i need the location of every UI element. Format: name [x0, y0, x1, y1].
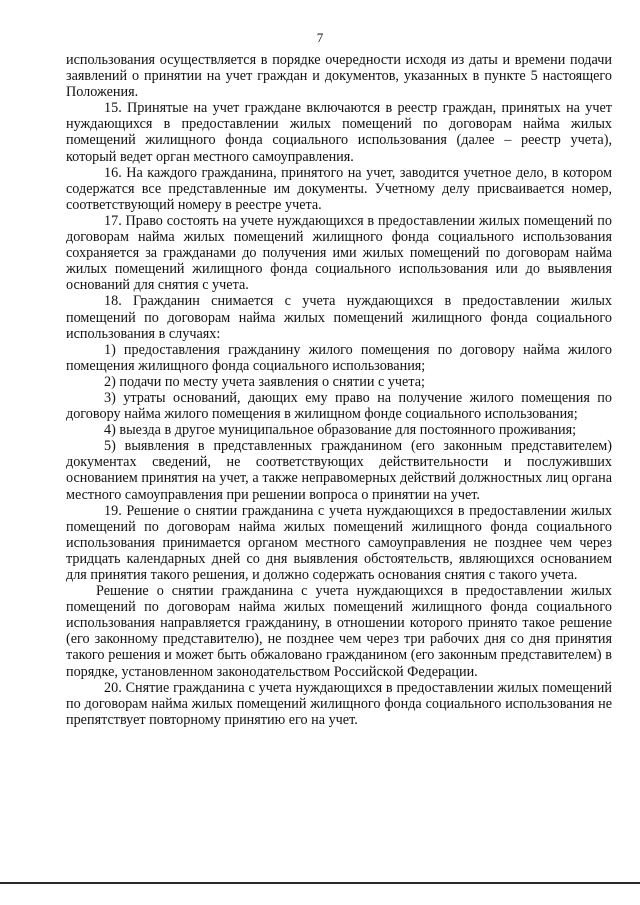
- paragraph-17: 17. Право состоять на учете нуждающихся в предоставлении жилых помещений по договорам найма жилых помещений жилищного фонда социального использования сохраняется за гражданами до получения ими жилых помещений по договорам найма жилых помещений жилищного фонда социального использования или до выявления оснований для снятия с учета.: [66, 212, 612, 294]
- page-bottom-rule: [0, 882, 640, 884]
- list-item-2: 2) подачи по месту учета заявления о снятии с учета;: [104, 373, 425, 390]
- paragraph-20: 20. Снятие гражданина с учета нуждающихся в предоставлении жилых помещений по договорам найма жилых помещений жилищного фонда социального использования не препятствует повторному принятию его на учет.: [66, 679, 612, 728]
- paragraph-continuation: использования осуществляется в порядке очередности исходя из даты и времени подачи заявлений о принятии на учет граждан и документов, указанных в пункте 5 настоящего Положения.: [66, 52, 612, 101]
- list-item-1: 1) предоставления гражданину жилого помещения по договору найма жилого помещения жилищного фонда социального использования;: [66, 341, 612, 374]
- document-body: [66, 52, 612, 728]
- paragraph-19-decision: Решение о снятии гражданина с учета нуждающихся в предоставлении жилых помещений по договорам найма жилых помещений жилищного фонда социального использования направляется гражданину, в отношении которого принято такое решение (его законному представителю), не позднее чем через три рабочих дня со дня принятия такого решения и может быть обжаловано гражданином (его законным представителем) в порядке, установленном законодательством Российской Федерации.: [66, 583, 612, 680]
- page-number: 7: [316, 30, 324, 45]
- paragraph-15: 15. Принятые на учет граждане включаются в реестр граждан, принятых на учет нуждающихся в предоставлении жилых помещений по договорам найма жилых помещений жилищного фонда социального использования (далее – реестр учета), который ведет орган местного самоуправления.: [66, 100, 612, 165]
- paragraph-19: 19. Решение о снятии гражданина с учета нуждающихся в предоставлении жилых помещений по договорам найма жилых помещений жилищного фонда социального использования принимается органом местного самоуправления не позднее чем через тридцать календарных дней со дня выявления обстоятельств, являющихся основанием для принятия такого решения, и должно содержать основания снятия с такого учета.: [66, 502, 612, 583]
- list-item-4: 4) выезда в другое муниципальное образование для постоянного проживания;: [104, 422, 577, 439]
- paragraph-16: 16. На каждого гражданина, принятого на учет, заводится учетное дело, в котором содержатся все представленные им документы. Учетному делу присваивается номер, соответствующий номеру в реестре учета.: [66, 164, 612, 213]
- list-item-5: 5) выявления в представленных гражданином (его законным представителем) документах сведений, не соответствующих действительности и послуживших основанием принятия на учет, а также неправомерных действий должностных лиц органа местного самоуправления при решении вопроса о принятии на учет.: [66, 438, 612, 503]
- list-item-3: 3) утраты оснований, дающих ему право на получение жилого помещения по договору найма жилого помещения в жилищном фонде социального использования;: [66, 389, 612, 423]
- paragraph-18: 18. Гражданин снимается с учета нуждающихся в предоставлении жилых помещений по договорам найма жилых помещений жилищного фонда социального использования в случаях:: [66, 293, 612, 342]
